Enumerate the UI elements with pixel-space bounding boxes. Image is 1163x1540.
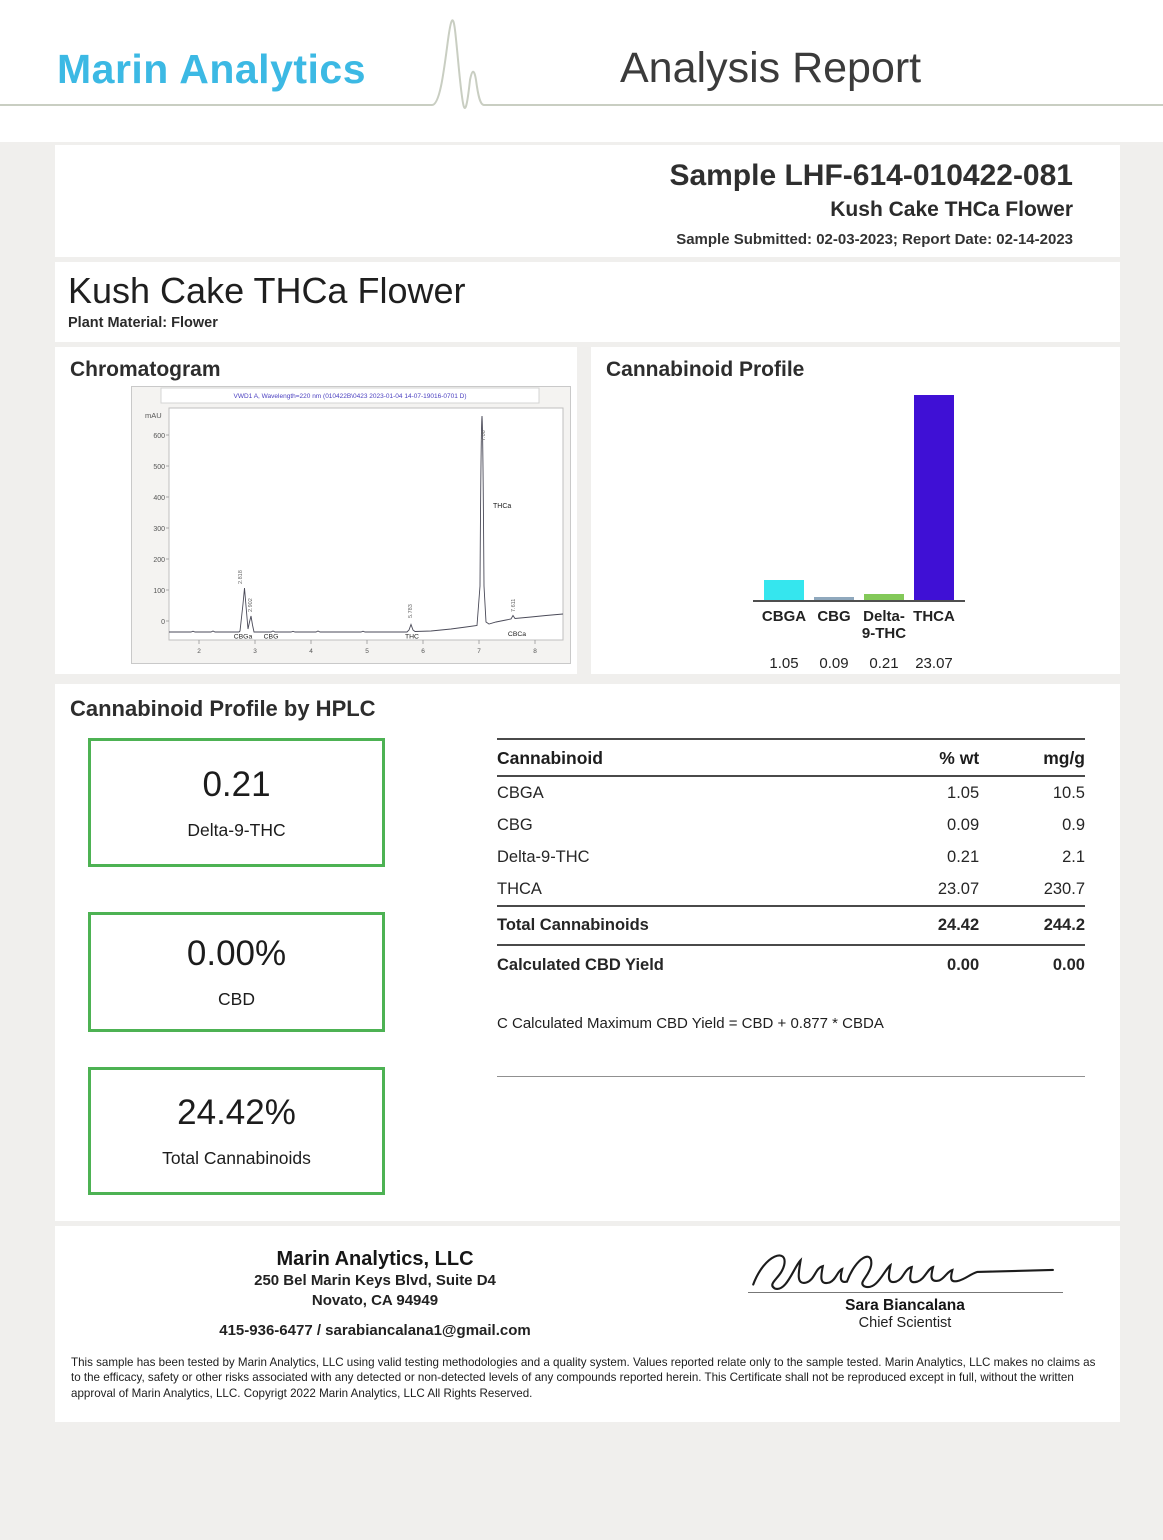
plant-material-label: Plant Material: Flower xyxy=(68,315,218,331)
rt-annotation: 7.06 xyxy=(481,430,487,441)
report-footer-card xyxy=(55,1226,1120,1422)
bar-category-label: CBG xyxy=(817,608,851,625)
product-title-card xyxy=(55,262,1120,342)
x-tick: 7 xyxy=(477,648,481,655)
peak-label-cbga: CBGa xyxy=(233,633,253,641)
metric-box-cbd xyxy=(88,912,385,1032)
lab-brand-logo: Marin Analytics xyxy=(57,46,367,92)
bar-value-label: 0.09 xyxy=(819,654,849,672)
section-divider xyxy=(497,1076,1085,1077)
bar-category-label: Delta-9-THC xyxy=(861,608,907,643)
bar-category-label: THCA xyxy=(913,608,955,625)
peak-label-cbca: CBCa xyxy=(507,631,527,638)
peak-label-cbg: CBG xyxy=(263,633,279,641)
x-tick: 3 xyxy=(253,648,257,655)
table-row-cbga xyxy=(497,776,1085,809)
report-header xyxy=(0,0,1163,142)
cell-analyte: Calculated CBD Yield xyxy=(497,956,664,974)
profile-section-title: Cannabinoid Profile xyxy=(606,358,805,381)
x-tick: 6 xyxy=(421,648,425,655)
bar-column-delta-9-thc xyxy=(859,594,909,600)
x-tick: 4 xyxy=(309,648,313,655)
cannabinoid-table xyxy=(497,738,1085,985)
lab-name: Marin Analytics, LLC xyxy=(276,1248,474,1270)
bar-chart-category-labels xyxy=(759,608,979,643)
bar-value-label: 0.21 xyxy=(869,654,899,672)
cell-mg-g: 2.1 xyxy=(1062,848,1085,866)
report-body xyxy=(0,142,1163,1422)
legal-disclaimer: This sample has been tested by Marin Analytics, LLC using valid testing methodologies and a quality system. Values reported relate only to the sample tested. Marin Analytics, LLC makes no claims as to the efficacy, safety or other risks associated with any detected or non-detected levels of any compounds reported herein. This Certificate shall not be reproduced except in full, without the written approval of Marin Analytics, LLC. Copyrigt 2022 Marin Analytics, LLC All Rights Reserved. xyxy=(71,1355,1096,1400)
y-tick: 400 xyxy=(153,495,165,502)
lab-address-line2: Novato, CA 94949 xyxy=(311,1291,439,1309)
cell-analyte: THCA xyxy=(497,880,542,898)
table-row-delta-9-thc xyxy=(497,841,1085,873)
lab-address-line1: 250 Bel Marin Keys Blvd, Suite D4 xyxy=(254,1272,496,1289)
peak-label-thc: THC xyxy=(405,633,419,641)
cell-pct-wt: 0.00 xyxy=(947,956,980,974)
table-row-thca xyxy=(497,873,1085,906)
hplc-table-area xyxy=(497,738,1120,1195)
chromatogram-y-axis-label: mAU xyxy=(145,411,162,420)
x-tick: 5 xyxy=(365,648,369,655)
signer-title: Chief Scientist xyxy=(858,1315,952,1331)
bar-cbg xyxy=(814,597,854,600)
chromatogram-instrument-line: VWD1 A, Wavelength=220 nm (010422B\0423 2023-01-04 14-07-19016-0701 D) xyxy=(233,393,467,400)
chromatogram-figure xyxy=(131,386,571,664)
metric-label: Total Cannabinoids xyxy=(162,1148,311,1168)
cell-analyte: Delta-9-THC xyxy=(497,848,590,866)
signer-name: Sara Biancalana xyxy=(845,1297,965,1314)
hplc-section-card xyxy=(55,684,1120,1221)
cell-analyte: CBG xyxy=(497,816,533,834)
metric-value: 0.21 xyxy=(202,764,271,804)
x-tick: 2 xyxy=(197,648,201,655)
bar-column-cbga xyxy=(759,580,809,600)
sample-dates: Sample Submitted: 02-03-2023; Report Date: 02-14-2023 xyxy=(676,231,1073,248)
bar-column-cbg xyxy=(809,597,859,600)
bar-column-thca xyxy=(909,395,959,600)
hplc-section-title: Cannabinoid Profile by HPLC xyxy=(70,696,376,721)
y-tick: 600 xyxy=(153,433,165,440)
lab-address-block xyxy=(175,1240,575,1339)
metric-label: Delta-9-THC xyxy=(187,819,286,840)
table-row-cbd-yield xyxy=(497,945,1085,985)
hplc-highlight-boxes xyxy=(55,738,497,1195)
table-header-row xyxy=(497,739,1085,776)
metric-label: CBD xyxy=(218,989,255,1009)
cell-mg-g: 230.7 xyxy=(1043,880,1085,898)
rt-annotation: 2.902 xyxy=(248,598,254,612)
cbd-yield-footnote: C Calculated Maximum CBD Yield = CBD + 0.877 * CBDA xyxy=(497,1015,884,1032)
sample-info-card xyxy=(55,145,1120,257)
bar-value-label: 1.05 xyxy=(769,654,799,672)
cell-mg-g: 0.9 xyxy=(1062,816,1085,834)
y-tick: 300 xyxy=(153,526,165,533)
metric-value: 24.42% xyxy=(177,1093,296,1132)
cell-mg-g: 0.00 xyxy=(1052,956,1085,974)
bar-value-label: 23.07 xyxy=(915,654,953,672)
x-tick: 8 xyxy=(533,648,537,655)
bar-chart-bars xyxy=(759,390,979,600)
metric-value: 0.00% xyxy=(186,934,287,973)
cell-analyte: CBGA xyxy=(497,784,544,802)
cell-analyte: Total Cannabinoids xyxy=(497,906,832,945)
bar-chart-value-labels xyxy=(759,655,979,672)
signature-line xyxy=(748,1292,1063,1293)
rt-annotation: 2.818 xyxy=(238,570,244,584)
bar-cbga xyxy=(764,580,804,600)
charts-row xyxy=(55,347,1120,679)
cell-pct-wt: 24.42 xyxy=(832,906,979,945)
col-header-cannabinoid: Cannabinoid xyxy=(497,739,832,776)
y-tick: 100 xyxy=(153,588,165,595)
product-title: Kush Cake THCa Flower xyxy=(68,270,466,311)
metric-box-total-cannabinoids xyxy=(88,1067,385,1195)
chromatogram-card xyxy=(55,347,577,674)
page-title: Analysis Report xyxy=(620,44,922,92)
col-header-mg-g: mg/g xyxy=(979,739,1085,776)
sample-product-name: Kush Cake THCa Flower xyxy=(830,198,1073,221)
signature-block xyxy=(715,1240,1095,1339)
y-tick: 200 xyxy=(153,557,165,564)
lab-contact: 415-936-6477 / sarabiancalana1@gmail.com xyxy=(219,1321,531,1339)
table-row-total xyxy=(497,906,1085,945)
sample-id: Sample LHF-614-010422-081 xyxy=(669,159,1073,192)
cell-mg-g: 10.5 xyxy=(1052,784,1085,802)
peak-label-thca: THCa xyxy=(493,503,512,510)
y-tick: 0 xyxy=(161,619,165,626)
cannabinoid-profile-card xyxy=(591,347,1120,674)
signature-image xyxy=(740,1240,1070,1298)
bar-delta-9-thc xyxy=(864,594,904,600)
cell-pct-wt: 0.09 xyxy=(947,816,980,834)
cell-pct-wt: 1.05 xyxy=(947,784,980,802)
chromatogram-section-title: Chromatogram xyxy=(70,358,221,381)
metric-box-delta-9-thc xyxy=(88,738,385,867)
cell-pct-wt: 23.07 xyxy=(937,880,980,898)
rt-annotation: 5.783 xyxy=(408,604,414,618)
cell-mg-g: 244.2 xyxy=(979,906,1085,945)
cannabinoid-bar-chart xyxy=(759,390,979,672)
col-header-pct-wt: % wt xyxy=(832,739,979,776)
bar-category-label: CBGA xyxy=(761,608,807,625)
bar-thca xyxy=(914,395,954,600)
y-tick: 500 xyxy=(153,464,165,471)
bar-chart-baseline xyxy=(753,600,965,602)
rt-annotation: 7.611 xyxy=(511,598,517,612)
table-row-cbg xyxy=(497,809,1085,841)
cell-pct-wt: 0.21 xyxy=(947,848,980,866)
